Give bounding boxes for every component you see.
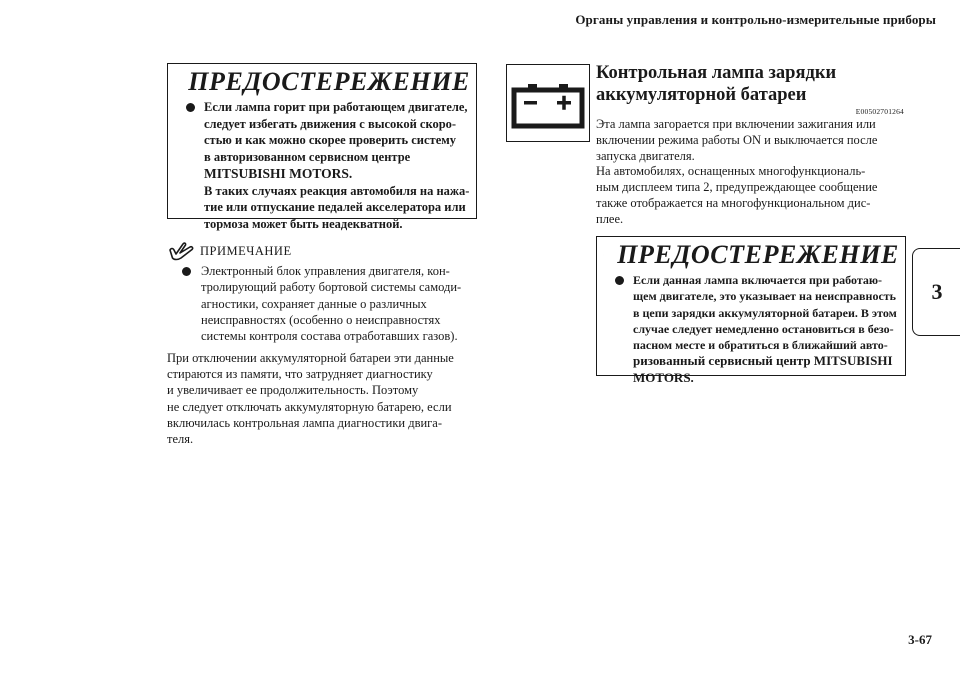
text-line: MOTORS. <box>633 369 694 385</box>
warning-box-right <box>596 236 906 385</box>
text-line: стью и как можно скорее проверить систему <box>204 133 457 148</box>
note-text <box>201 263 461 344</box>
text-line: включении режима работы ON и выключается после <box>596 132 878 147</box>
battery-charge-icon <box>507 65 589 141</box>
text-line: тролирующий работу бортовой системы самоди- <box>201 280 462 295</box>
running-header: Органы управления и контрольно-измерительные приборы <box>575 12 936 27</box>
note-label: ПРИМЕЧАНИЕ <box>200 243 292 258</box>
right-paragraph <box>596 117 877 228</box>
warning-text <box>204 99 469 233</box>
text-line: следует избегать движения с высокой скоро- <box>204 116 457 131</box>
section-title-line: Контрольная лампа зарядки <box>596 63 837 83</box>
bullet-icon <box>186 103 195 112</box>
warning-title: ПРЕДОСТЕРЕЖЕНИЕ <box>617 240 899 269</box>
text-line: Эта лампа загорается при включении зажигания или <box>596 117 876 131</box>
text-line: Электронный блок управления двигателя, кон- <box>201 264 450 278</box>
section-title <box>596 62 836 106</box>
chapter-tab: 3 <box>912 248 960 336</box>
warning-text <box>633 272 897 386</box>
note-hand-icon <box>168 241 194 261</box>
text-line: ным дисплеем типа 2, предупреждающее сообщение <box>596 180 878 195</box>
text-line: плее. <box>596 211 624 226</box>
text-line: ризованный сервисный центр MITSUBISHI <box>633 353 893 369</box>
note-header <box>168 241 292 261</box>
text-line: тие или отпускание педалей акселератора или <box>204 200 466 215</box>
battery-icon-box <box>506 64 590 142</box>
bullet-icon <box>182 267 191 276</box>
text-line: На автомобилях, оснащенных многофункциональ- <box>596 164 866 179</box>
text-line: стираются из памяти, что затрудняет диагностику <box>167 367 433 382</box>
text-line: Если лампа горит при работающем двигателе, <box>204 100 468 114</box>
section-code: E00502701264 <box>855 107 904 116</box>
warning-body <box>597 269 905 390</box>
text-line: щем двигателе, это указывает на неисправность <box>633 289 897 304</box>
text-line: также отображается на многофункциональном дис- <box>596 195 871 210</box>
text-line: запуска двигателя. <box>596 148 695 163</box>
text-line: Если данная лампа включается при работаю- <box>633 273 883 287</box>
text-line: неисправностях (особенно о неисправностях <box>201 312 441 327</box>
text-line: в авторизованном сервисном центре <box>204 150 411 165</box>
text-line: случае следует немедленно остановиться в безо- <box>633 321 894 336</box>
text-line: агностики, сохраняет данные о различных <box>201 296 427 311</box>
text-line: тормоза может быть неадекватной. <box>204 216 403 231</box>
text-line: не следует отключать аккумуляторную батарею, если <box>167 399 452 414</box>
text-line: в цепи зарядки аккумуляторной батареи. В этом <box>633 305 897 320</box>
text-line: и увеличивает ее продолжительность. Поэтому <box>167 383 419 398</box>
text-line: включилась контрольная лампа диагностики двига- <box>167 415 442 430</box>
bullet-icon <box>615 276 624 285</box>
warning-body <box>168 96 476 237</box>
section-title-line: аккумуляторной батареи <box>596 85 807 105</box>
warning-header <box>603 241 899 269</box>
warning-header <box>174 68 470 96</box>
page-number: 3-67 <box>908 632 932 647</box>
left-paragraph <box>167 350 454 447</box>
warning-title: ПРЕДОСТЕРЕЖЕНИЕ <box>188 67 470 96</box>
warning-box-left <box>167 63 477 231</box>
text-line: пасном месте и обратиться в ближайший авто- <box>633 338 888 353</box>
text-line: При отключении аккумуляторной батареи эти данные <box>167 351 454 365</box>
text-line: В таких случаях реакция автомобиля на нажа- <box>204 183 470 198</box>
text-line: теля. <box>167 432 194 447</box>
text-line: системы контроля состава отработавших газов). <box>201 329 458 344</box>
text-line: MITSUBISHI MOTORS. <box>204 165 353 181</box>
note-item <box>182 263 461 344</box>
